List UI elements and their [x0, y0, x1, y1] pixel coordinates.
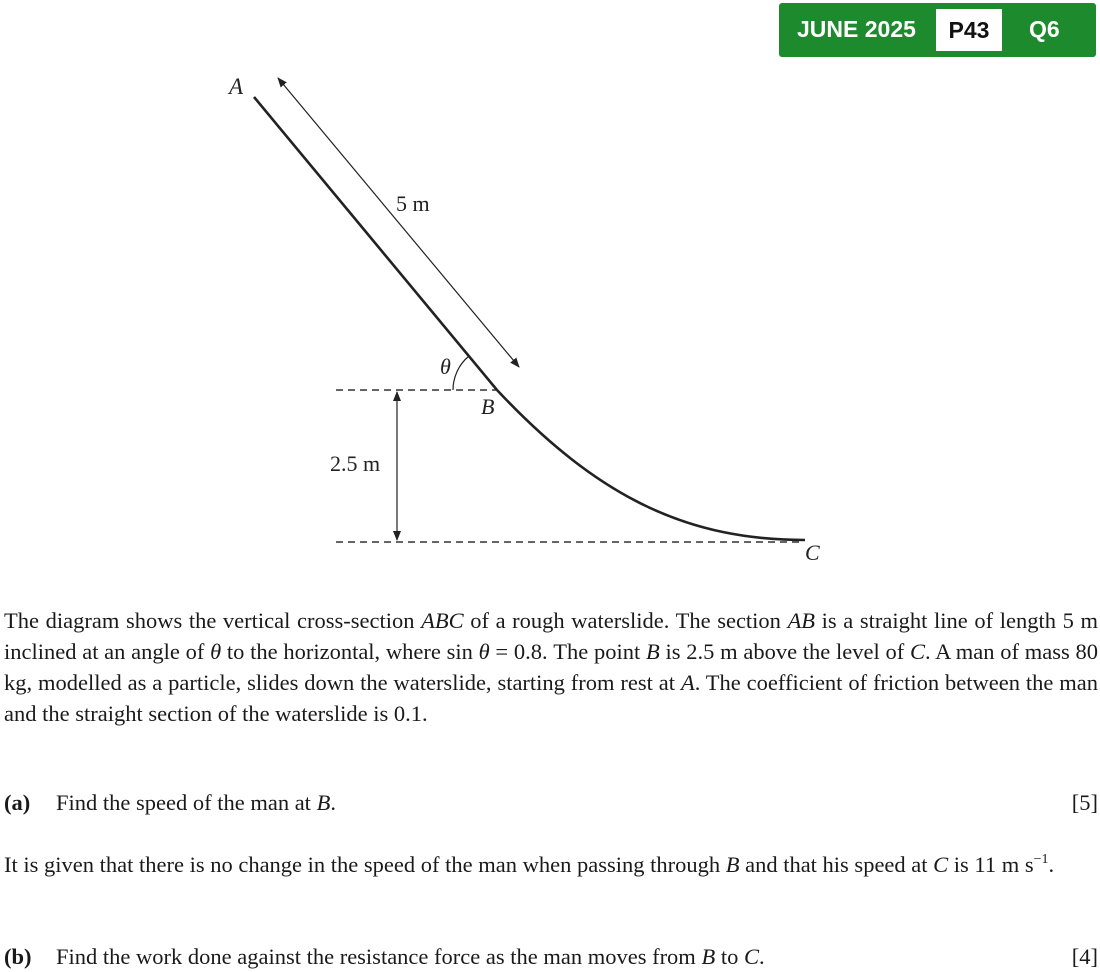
length-label: 5 m	[396, 191, 430, 216]
point-a-label: A	[229, 74, 244, 99]
part-a: (a) Find the speed of the man at B. [5]	[4, 787, 1098, 818]
part-b: (b) Find the work done against the resistance force as the man moves from B to C. [4]	[4, 941, 1098, 972]
part-a-label: (a)	[4, 790, 31, 815]
given-info: It is given that there is no change in the speed of the man when passing through B and that his speed at C is 11 m $s^{-1}$.	[4, 852, 1055, 877]
exam-session: JUNE 2025	[797, 16, 916, 42]
length-arrow	[278, 78, 519, 367]
part-b-label: (b)	[4, 944, 32, 969]
question-stem: The diagram shows the vertical cross-section ABC of a rough waterslide. The section AB is a straight line of length 5 m inclined at an angle of θ to the horizontal, where sin θ = 0.8. The point B is 2.5 m above the level of C. A man of mass 80 kg, modelled as a particle, slides down the waterslide, starting from rest at A. The coefficient of friction between the man and the straight section of the waterslide is 0.1.	[4, 608, 1099, 726]
slide-curved-section	[497, 390, 805, 540]
height-label: 2.5 m	[330, 451, 381, 476]
paper-code: P43	[936, 9, 1002, 51]
angle-label: θ	[440, 354, 451, 379]
question-badge	[779, 3, 1096, 57]
slide-straight-section	[254, 97, 497, 390]
waterslide-diagram	[0, 60, 1100, 580]
question-number: Q6	[1029, 16, 1060, 42]
part-a-marks: [5]	[1071, 790, 1098, 815]
point-b-label: B	[481, 394, 495, 419]
angle-arc	[453, 356, 469, 390]
point-c-label: C	[805, 540, 820, 565]
part-b-marks: [4]	[1071, 944, 1098, 969]
